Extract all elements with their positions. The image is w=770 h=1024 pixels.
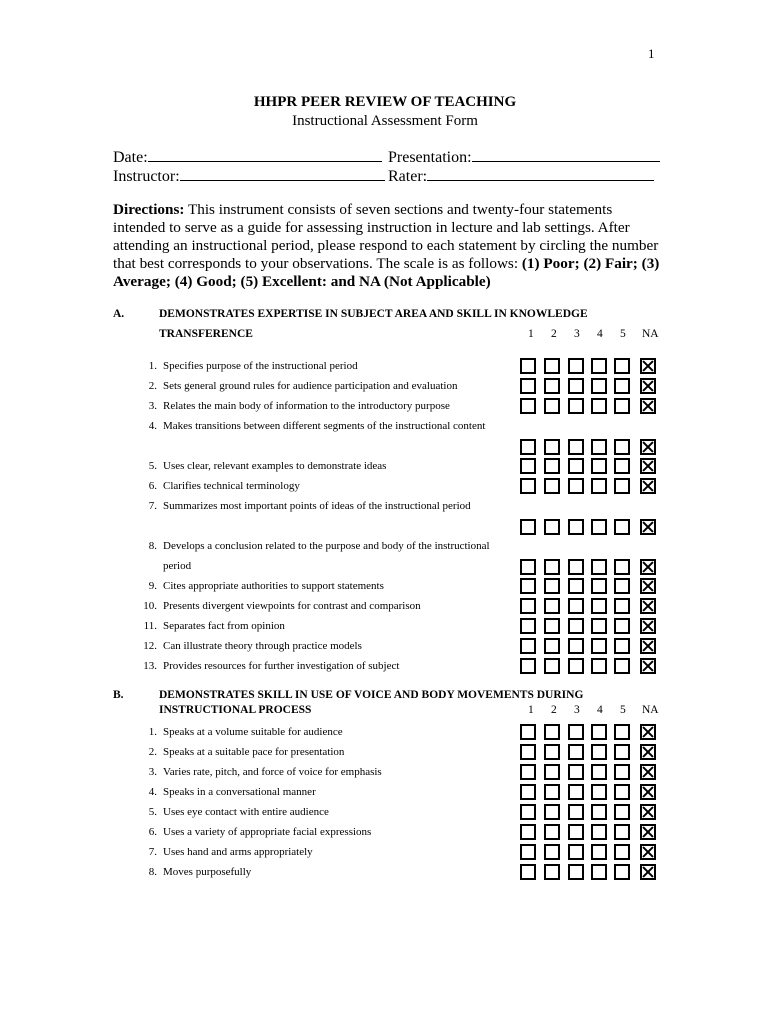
scale-label: 3 [574, 328, 580, 340]
rating-checkbox-2[interactable] [544, 844, 560, 860]
rating-checkbox-5[interactable] [614, 658, 630, 674]
rating-checkbox-5[interactable] [614, 618, 630, 634]
rating-checkbox-1[interactable] [520, 478, 536, 494]
statement-text: Uses eye contact with entire audience [163, 806, 329, 818]
rating-checkbox-1[interactable] [520, 398, 536, 414]
statement-text: Summarizes most important points of ideas of the instructional period [163, 500, 471, 512]
scale-label: 4 [597, 328, 603, 340]
rating-checkbox-na[interactable] [640, 358, 656, 374]
statement-text: Develops a conclusion related to the purpose and body of the instructional period [163, 540, 490, 572]
statement-number: 8. [148, 540, 157, 552]
section-title: DEMONSTRATES EXPERTISE IN SUBJECT AREA AND SKILL IN KNOWLEDGE [159, 308, 588, 320]
statement-number: 4. [148, 786, 157, 798]
rating-checkbox-2[interactable] [544, 744, 560, 760]
rating-checkbox-3[interactable] [568, 744, 584, 760]
statement-number: 4. [148, 420, 157, 432]
page-number: 1 [648, 46, 655, 61]
statement-number: 2. [148, 380, 157, 392]
scale-label: 2 [551, 328, 557, 340]
rating-checkbox-4[interactable] [591, 658, 607, 674]
statement-number: 5. [148, 460, 157, 472]
rating-checkbox-1[interactable] [520, 658, 536, 674]
rating-checkbox-4[interactable] [591, 724, 607, 740]
scale-label: 5 [620, 704, 626, 716]
rating-checkbox-na[interactable] [640, 519, 656, 535]
rating-checkbox-4[interactable] [591, 618, 607, 634]
statement-row [143, 742, 663, 762]
rating-checkbox-2[interactable] [544, 658, 560, 674]
rating-checkbox-2[interactable] [544, 638, 560, 654]
rating-checkbox-2[interactable] [544, 804, 560, 820]
form-title: HHPR PEER REVIEW OF TEACHING [253, 94, 517, 110]
rating-checkbox-4[interactable] [591, 358, 607, 374]
statement-number: 7. [148, 500, 157, 512]
rating-checkbox-5[interactable] [614, 824, 630, 840]
rating-checkbox-5[interactable] [614, 784, 630, 800]
section-letter: A. [113, 308, 125, 320]
scale-label: 4 [597, 704, 603, 716]
statement-text: Uses a variety of appropriate facial expressions [163, 826, 372, 838]
rating-checkbox-2[interactable] [544, 618, 560, 634]
rating-checkbox-5[interactable] [614, 559, 630, 575]
statement-text: Sets general ground rules for audience participation and evaluation [163, 380, 458, 392]
rating-checkbox-3[interactable] [568, 658, 584, 674]
rating-checkbox-na[interactable] [640, 638, 656, 654]
statement-row [143, 396, 663, 416]
section-title-cont: INSTRUCTIONAL PROCESS [159, 704, 312, 716]
rating-checkbox-2[interactable] [544, 598, 560, 614]
statement-row [143, 476, 663, 496]
rating-checkbox-5[interactable] [614, 519, 630, 535]
rating-checkbox-1[interactable] [520, 744, 536, 760]
rating-checkbox-na[interactable] [640, 478, 656, 494]
rating-checkbox-4[interactable] [591, 478, 607, 494]
rating-checkbox-na[interactable] [640, 598, 656, 614]
rating-checkbox-3[interactable] [568, 764, 584, 780]
statement-row [143, 496, 663, 536]
rating-checkbox-1[interactable] [520, 824, 536, 840]
rating-checkbox-2[interactable] [544, 358, 560, 374]
rating-checkbox-2[interactable] [544, 578, 560, 594]
statement-text: Specifies purpose of the instructional period [163, 360, 358, 372]
rating-checkbox-na[interactable] [640, 439, 656, 455]
rating-checkbox-5[interactable] [614, 844, 630, 860]
date-line[interactable] [148, 147, 382, 162]
statement-row [143, 596, 663, 616]
rating-checkbox-5[interactable] [614, 578, 630, 594]
rating-checkbox-na[interactable] [640, 764, 656, 780]
rating-checkbox-4[interactable] [591, 804, 607, 820]
scale-label: NA [642, 704, 659, 716]
rating-checkbox-5[interactable] [614, 358, 630, 374]
statement-number: 3. [148, 400, 157, 412]
rating-checkbox-2[interactable] [544, 559, 560, 575]
rating-checkbox-2[interactable] [544, 458, 560, 474]
rating-checkbox-3[interactable] [568, 804, 584, 820]
statement-row [143, 842, 663, 862]
presentation-field[interactable] [388, 147, 660, 167]
rating-checkbox-na[interactable] [640, 578, 656, 594]
rating-checkbox-4[interactable] [591, 764, 607, 780]
statement-number: 12. [143, 640, 157, 652]
rating-checkbox-2[interactable] [544, 824, 560, 840]
rating-checkbox-3[interactable] [568, 784, 584, 800]
rating-checkbox-4[interactable] [591, 578, 607, 594]
rating-checkbox-na[interactable] [640, 398, 656, 414]
rating-checkbox-3[interactable] [568, 578, 584, 594]
rating-checkbox-na[interactable] [640, 824, 656, 840]
rating-checkbox-4[interactable] [591, 559, 607, 575]
statement-number: 1. [148, 726, 157, 738]
rating-checkbox-5[interactable] [614, 598, 630, 614]
rating-checkbox-1[interactable] [520, 439, 536, 455]
rating-checkbox-3[interactable] [568, 724, 584, 740]
statement-number: 8. [148, 866, 157, 878]
rating-checkbox-1[interactable] [520, 618, 536, 634]
rating-checkbox-na[interactable] [640, 804, 656, 820]
statement-row [143, 656, 663, 676]
rating-checkbox-5[interactable] [614, 398, 630, 414]
statement-row [143, 456, 663, 476]
rating-checkbox-5[interactable] [614, 638, 630, 654]
rating-checkbox-1[interactable] [520, 578, 536, 594]
statement-text: Cites appropriate authorities to support statements [163, 580, 384, 592]
statement-row [143, 416, 663, 456]
statement-number: 6. [148, 826, 157, 838]
rating-checkbox-2[interactable] [544, 398, 560, 414]
section-letter: B. [113, 689, 124, 701]
directions-lead: Directions: [113, 201, 185, 218]
statement-text: Moves purposefully [163, 866, 252, 878]
rating-checkbox-2[interactable] [544, 784, 560, 800]
rating-checkbox-3[interactable] [568, 478, 584, 494]
rating-checkbox-1[interactable] [520, 598, 536, 614]
rating-checkbox-4[interactable] [591, 398, 607, 414]
rating-checkbox-1[interactable] [520, 864, 536, 880]
statement-number: 1. [148, 360, 157, 372]
rating-checkbox-1[interactable] [520, 378, 536, 394]
rating-checkbox-4[interactable] [591, 458, 607, 474]
rating-checkbox-2[interactable] [544, 764, 560, 780]
form-subtitle: Instructional Assessment Form [292, 113, 478, 129]
rating-checkbox-3[interactable] [568, 844, 584, 860]
presentation-label: Presentation: [388, 149, 472, 166]
instructor-field[interactable] [113, 166, 385, 186]
rating-checkbox-5[interactable] [614, 744, 630, 760]
rating-checkbox-3[interactable] [568, 559, 584, 575]
scale-label: 2 [551, 704, 557, 716]
rating-checkbox-na[interactable] [640, 864, 656, 880]
rating-checkbox-3[interactable] [568, 864, 584, 880]
rating-checkbox-na[interactable] [640, 658, 656, 674]
rating-checkbox-2[interactable] [544, 378, 560, 394]
statement-text: Provides resources for further investigation of subject [163, 660, 400, 672]
statement-text: Speaks at a suitable pace for presentation [163, 746, 345, 758]
scale-label: 1 [528, 704, 534, 716]
directions [113, 201, 661, 291]
scale-label: NA [642, 328, 659, 340]
statement-text: Can illustrate theory through practice models [163, 640, 362, 652]
rating-checkbox-5[interactable] [614, 864, 630, 880]
rating-checkbox-1[interactable] [520, 559, 536, 575]
rating-checkbox-4[interactable] [591, 638, 607, 654]
rating-checkbox-1[interactable] [520, 784, 536, 800]
rating-checkbox-3[interactable] [568, 618, 584, 634]
statement-row [143, 576, 663, 596]
statement-text: Presents divergent viewpoints for contrast and comparison [163, 600, 421, 612]
rating-checkbox-3[interactable] [568, 398, 584, 414]
statement-number: 7. [148, 846, 157, 858]
statement-text: Separates fact from opinion [163, 620, 285, 632]
rating-checkbox-na[interactable] [640, 784, 656, 800]
scale-label: 3 [574, 704, 580, 716]
statement-number: 9. [148, 580, 157, 592]
rating-checkbox-na[interactable] [640, 559, 656, 575]
rating-checkbox-na[interactable] [640, 458, 656, 474]
rating-checkbox-5[interactable] [614, 478, 630, 494]
section-title-cont: TRANSFERENCE [159, 328, 253, 340]
rating-checkbox-na[interactable] [640, 844, 656, 860]
rating-checkbox-1[interactable] [520, 844, 536, 860]
statement-number: 2. [148, 746, 157, 758]
statement-text: Makes transitions between different segments of the instructional content [163, 420, 486, 432]
directions-body: This instrument consists of seven sections and twenty-four statements intended to serve as a guide for assessing instruction in lecture and lab settings. After attending an instructional period, please respond to each statement by circling the number that best corresponds to your observations. The scale is as follows: [113, 201, 659, 272]
rating-checkbox-1[interactable] [520, 764, 536, 780]
rating-checkbox-na[interactable] [640, 724, 656, 740]
rating-checkbox-na[interactable] [640, 744, 656, 760]
rating-checkbox-3[interactable] [568, 458, 584, 474]
rating-checkbox-2[interactable] [544, 478, 560, 494]
rating-checkbox-4[interactable] [591, 744, 607, 760]
rating-checkbox-3[interactable] [568, 439, 584, 455]
rating-checkbox-4[interactable] [591, 378, 607, 394]
rating-checkbox-3[interactable] [568, 598, 584, 614]
section-title: DEMONSTRATES SKILL IN USE OF VOICE AND BODY MOVEMENTS DURING [159, 689, 584, 701]
rating-checkbox-3[interactable] [568, 378, 584, 394]
statement-number: 10. [143, 600, 157, 612]
rating-checkbox-3[interactable] [568, 638, 584, 654]
directions-scale: (1) Poor; (2) Fair; (3) Average; (4) Good; (5) Excellent: and NA (Not Applicable) [113, 255, 660, 290]
rating-checkbox-3[interactable] [568, 358, 584, 374]
rating-checkbox-4[interactable] [591, 784, 607, 800]
rating-checkbox-4[interactable] [591, 844, 607, 860]
rating-checkbox-4[interactable] [591, 598, 607, 614]
statement-row [143, 782, 663, 802]
rating-checkbox-1[interactable] [520, 638, 536, 654]
statement-text: Relates the main body of information to the introductory purpose [163, 400, 450, 412]
rating-checkbox-3[interactable] [568, 824, 584, 840]
rater-line[interactable] [427, 166, 654, 181]
scale-label: 1 [528, 328, 534, 340]
statement-text: Speaks in a conversational manner [163, 786, 316, 798]
rating-checkbox-na[interactable] [640, 378, 656, 394]
rating-checkbox-5[interactable] [614, 439, 630, 455]
statement-row [143, 862, 663, 882]
rater-field[interactable] [388, 166, 654, 186]
rating-checkbox-1[interactable] [520, 724, 536, 740]
date-field[interactable] [113, 147, 382, 167]
rating-checkbox-1[interactable] [520, 358, 536, 374]
statement-number: 6. [148, 480, 157, 492]
rating-checkbox-2[interactable] [544, 439, 560, 455]
statement-text: Uses hand and arms appropriately [163, 846, 313, 858]
instructor-label: Instructor: [113, 168, 180, 185]
rater-label: Rater: [388, 168, 428, 185]
rating-checkbox-1[interactable] [520, 458, 536, 474]
rating-checkbox-5[interactable] [614, 378, 630, 394]
rating-checkbox-5[interactable] [614, 804, 630, 820]
rating-checkbox-5[interactable] [614, 764, 630, 780]
statement-row [143, 636, 663, 656]
statement-text: Varies rate, pitch, and force of voice for emphasis [163, 766, 382, 778]
rating-checkbox-3[interactable] [568, 519, 584, 535]
statement-row [143, 762, 663, 782]
statement-number: 3. [148, 766, 157, 778]
statement-row [143, 376, 663, 396]
rating-checkbox-5[interactable] [614, 724, 630, 740]
rating-checkbox-2[interactable] [544, 724, 560, 740]
statement-number: 13. [143, 660, 157, 672]
statement-row [143, 822, 663, 842]
rating-checkbox-4[interactable] [591, 824, 607, 840]
rating-checkbox-5[interactable] [614, 458, 630, 474]
presentation-line[interactable] [472, 147, 660, 162]
statement-row [143, 536, 663, 576]
statement-row [143, 616, 663, 636]
statement-text: Uses clear, relevant examples to demonstrate ideas [163, 460, 387, 472]
rating-checkbox-2[interactable] [544, 519, 560, 535]
statement-text: Clarifies technical terminology [163, 480, 300, 492]
statement-row [143, 802, 663, 822]
rating-checkbox-4[interactable] [591, 439, 607, 455]
statement-text: Speaks at a volume suitable for audience [163, 726, 343, 738]
date-label: Date: [113, 149, 148, 166]
statement-row [143, 356, 663, 376]
instructor-line[interactable] [180, 166, 385, 181]
rating-checkbox-2[interactable] [544, 864, 560, 880]
rating-checkbox-1[interactable] [520, 804, 536, 820]
statement-number: 5. [148, 806, 157, 818]
statement-number: 11. [143, 620, 157, 632]
rating-checkbox-na[interactable] [640, 618, 656, 634]
rating-checkbox-1[interactable] [520, 519, 536, 535]
scale-label: 5 [620, 328, 626, 340]
statement-row [143, 722, 663, 742]
rating-checkbox-4[interactable] [591, 519, 607, 535]
rating-checkbox-4[interactable] [591, 864, 607, 880]
